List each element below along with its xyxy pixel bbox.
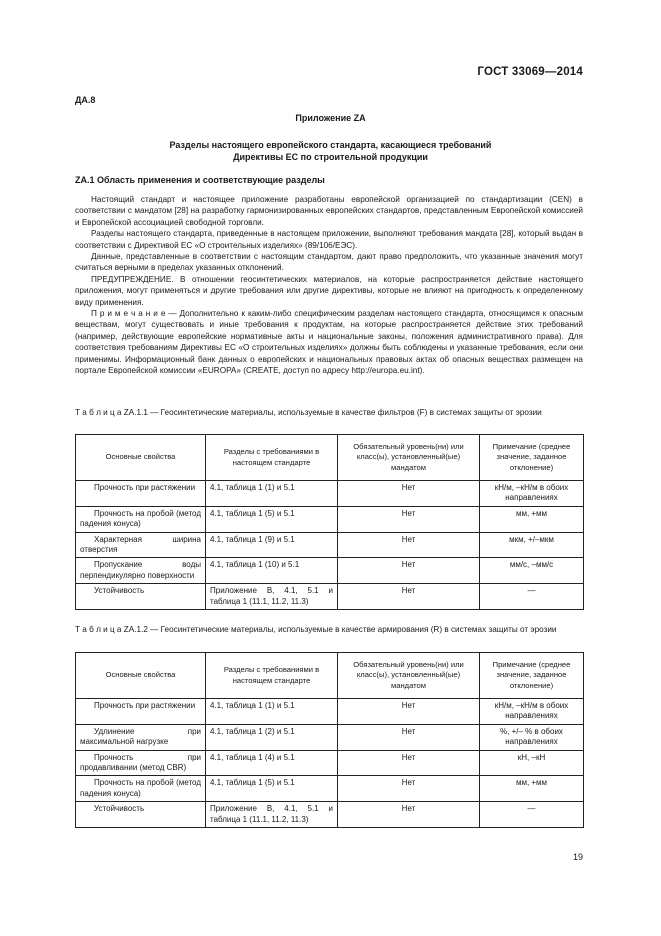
property-cell: Устойчивость — [76, 802, 206, 828]
table-2-header-sections: Разделы с требованиями в настоящем стандарте — [206, 653, 338, 699]
clause-heading: ZA.1 Область применения и соответствующие разделы — [75, 175, 325, 185]
table-row — [76, 802, 584, 828]
table-row — [76, 724, 584, 750]
note-cell: — — [480, 802, 584, 828]
note-cell: мкм, +/–мкм — [480, 532, 584, 558]
note-cell: кН, –кН — [480, 750, 584, 776]
annex-subtitle — [0, 139, 661, 163]
paragraph-data: Данные, представленные в соответствии с настоящим стандартом, дают право предположить, что указанные значения могут считаться верными в пределах указанных отклонений. — [75, 252, 583, 273]
paragraph-note — [75, 308, 583, 376]
level-cell: Нет — [338, 506, 480, 532]
annex-subtitle-line-1: Разделы настоящего европейского стандарта, касающиеся требований — [169, 140, 492, 150]
paragraph-mandate: Разделы настоящего стандарта, приведенные в настоящем приложении, выполняют требования мандата [28], который выдан в соответствии с Директивой ЕС «О строительных изделиях» (89/106/ЕЭС). — [75, 229, 583, 250]
table-row — [76, 750, 584, 776]
table-1-header-level: Обязательный уровень(ни) или класс(ы), установленный(ые) мандатом — [338, 435, 480, 481]
note-cell: кН/м, –кН/м в обоих направлениях — [480, 481, 584, 507]
sections-cell: Приложение В, 4.1, 5.1 и таблица 1 (11.1, 11.2, 11.3) — [206, 584, 338, 610]
table-1-header-row — [76, 435, 584, 481]
property-cell: Прочность при продавливании (метод CBR) — [76, 750, 206, 776]
sections-cell: 4.1, таблица 1 (9) и 5.1 — [206, 532, 338, 558]
table-1-header-sections: Разделы с требованиями в настоящем стандарте — [206, 435, 338, 481]
table-row — [76, 558, 584, 584]
property-cell: Характерная ширина отверстия — [76, 532, 206, 558]
table-row — [76, 506, 584, 532]
note-text: — Дополнительно к каким-либо специфическим разделам настоящего стандарта, относящимся к опасным веществам, могут существовать и иные требования к продуктам, на которые распространяется действие этих требований (например, действующие европейские нормативные акты и национальные законы, положения административного права). Для соответствия требованиям Директивы ЕС «О строительных изделиях» должны быть соблюдены и указанные требования, если они применимы. Информационный банк данных о европейских и национальных правовых актах об опасных веществах размещен на портале Европейской комиссии «EUROPA» (CREATE, доступ по адресу http://europa.eu.int). — [75, 309, 583, 376]
level-cell: Нет — [338, 802, 480, 828]
sections-cell: 4.1, таблица 1 (1) и 5.1 — [206, 699, 338, 725]
property-cell: Прочность на пробой (метод падения конуса) — [76, 506, 206, 532]
paragraph-warning: ПРЕДУПРЕЖДЕНИЕ. В отношении геосинтетических материалов, на которые распространяется действие настоящего приложения, могут применяться и другие требования или другие директивы, которые не влияют на пригодность к определенному виду применения. — [75, 274, 583, 307]
table-2-header-row — [76, 653, 584, 699]
table-row — [76, 532, 584, 558]
level-cell: Нет — [338, 532, 480, 558]
level-cell: Нет — [338, 724, 480, 750]
table-row — [76, 481, 584, 507]
table-2-caption — [75, 624, 583, 635]
level-cell: Нет — [338, 584, 480, 610]
table-2 — [75, 652, 584, 828]
note-cell: мм, +мм — [480, 776, 584, 802]
table-1-header-note: Примечание (среднее значение, заданное отклонение) — [480, 435, 584, 481]
table-2-header-note: Примечание (среднее значение, заданное отклонение) — [480, 653, 584, 699]
note-cell: мм, +мм — [480, 506, 584, 532]
level-cell: Нет — [338, 481, 480, 507]
annex-title: Приложение ZA — [295, 113, 366, 123]
table-row — [76, 776, 584, 802]
sections-cell: 4.1, таблица 1 (1) и 5.1 — [206, 481, 338, 507]
property-cell: Прочность при растяжении — [76, 481, 206, 507]
sections-cell: 4.1, таблица 1 (4) и 5.1 — [206, 750, 338, 776]
table-2-header-properties: Основные свойства — [76, 653, 206, 699]
property-cell: Устойчивость — [76, 584, 206, 610]
property-cell: Удлинение при максимальной нагрузке — [76, 724, 206, 750]
table-1 — [75, 434, 584, 610]
paragraph-scope: Настоящий стандарт и настоящее приложение разработаны европейской организацией по стандартизации (CEN) в соответствии с мандатом [28] на разработку гармонизированных европейских стандартов, представленным Европейской комиссией и Европейской ассоциацией свободной торговли. — [75, 195, 583, 227]
level-cell: Нет — [338, 699, 480, 725]
table-1-caption — [75, 407, 583, 418]
sections-cell: 4.1, таблица 1 (5) и 5.1 — [206, 776, 338, 802]
property-cell: Пропускание воды перпендикулярно поверхности — [76, 558, 206, 584]
table-1-header-properties: Основные свойства — [76, 435, 206, 481]
property-cell: Прочность при растяжении — [76, 699, 206, 725]
property-cell: Прочность на пробой (метод падения конуса) — [76, 776, 206, 802]
level-cell: Нет — [338, 776, 480, 802]
table-1-caption-label: Т а б л и ц а — [75, 408, 122, 417]
note-cell: — — [480, 584, 584, 610]
sections-cell: Приложение В, 4.1, 5.1 и таблица 1 (11.1, 11.2, 11.3) — [206, 802, 338, 828]
standard-number: ГОСТ 33069—2014 — [477, 66, 583, 78]
section-number: ДА.8 — [75, 95, 96, 105]
sections-cell: 4.1, таблица 1 (10) и 5.1 — [206, 558, 338, 584]
table-1-caption-text: ZA.1.1 — Геосинтетические материалы, используемые в качестве фильтров (F) в системах защиты от эрозии — [121, 408, 542, 417]
note-cell: %, +/– % в обоих направлениях — [480, 724, 584, 750]
sections-cell: 4.1, таблица 1 (5) и 5.1 — [206, 506, 338, 532]
table-row — [76, 699, 584, 725]
annex-subtitle-line-2: Директивы ЕС по строительной продукции — [233, 152, 428, 162]
note-label: П р и м е ч а н и е — [91, 309, 166, 319]
table-row — [76, 584, 584, 610]
sections-cell: 4.1, таблица 1 (2) и 5.1 — [206, 724, 338, 750]
level-cell: Нет — [338, 750, 480, 776]
table-2-caption-text: ZA.1.2 — Геосинтетические материалы, используемые в качестве армирования (R) в системах защиты от эрозии — [121, 625, 557, 634]
level-cell: Нет — [338, 558, 480, 584]
table-2-caption-label: Т а б л и ц а — [75, 625, 122, 634]
body-text — [75, 194, 583, 377]
page-number: 19 — [572, 852, 583, 862]
note-cell: кН/м, –кН/м в обоих направлениях — [480, 699, 584, 725]
table-2-header-level: Обязательный уровень(ни) или класс(ы), установленный(ые) мандатом — [338, 653, 480, 699]
note-cell: мм/с, –мм/с — [480, 558, 584, 584]
